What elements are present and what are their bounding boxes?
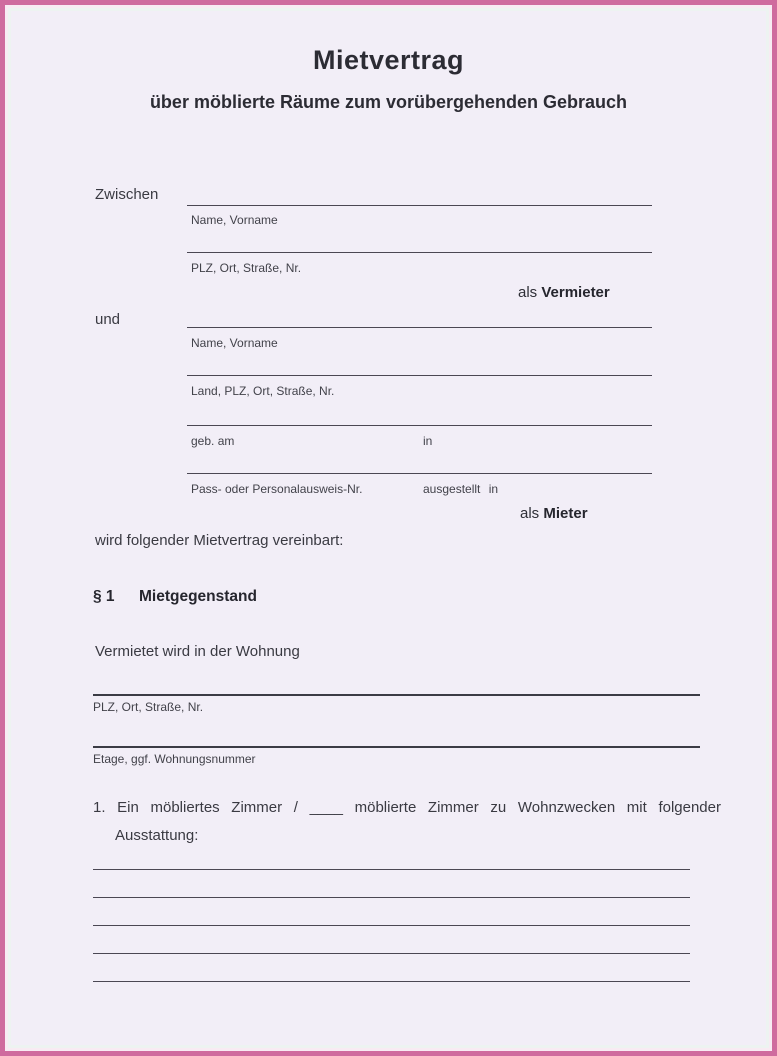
tenant-name-line (187, 327, 652, 328)
equipment-blank-line (93, 981, 690, 982)
tenant-address-caption: Land, PLZ, Ort, Straße, Nr. (191, 384, 335, 398)
apartment-floor-line (93, 746, 700, 748)
tenant-role (520, 505, 588, 522)
tenant-birthdate-caption: geb. am (191, 434, 235, 448)
and-label: und (95, 311, 121, 328)
apartment-floor-caption: Etage, ggf. Wohnungsnummer (93, 752, 256, 766)
equipment-blank-line (93, 953, 690, 954)
tenant-role-name: Mieter (543, 505, 588, 522)
section1-intro: Vermietet wird in der Wohnung (95, 643, 300, 660)
equipment-blank-line (93, 869, 690, 870)
landlord-role-name: Vermieter (541, 284, 610, 301)
tenant-passport-issued-caption: ausgestellt in (423, 482, 499, 496)
tenant-birth-line (187, 425, 652, 426)
tenant-role-prefix: als (520, 505, 540, 522)
apartment-address-line (93, 694, 700, 696)
landlord-name-caption: Name, Vorname (191, 213, 278, 227)
tenant-birthplace-caption: in (423, 434, 433, 448)
section1-number: § 1 (93, 588, 115, 605)
tenant-name-caption: Name, Vorname (191, 336, 278, 350)
equipment-lines (93, 869, 690, 1009)
page-title: Mietvertrag (312, 45, 465, 75)
landlord-address-caption: PLZ, Ort, Straße, Nr. (191, 261, 302, 275)
closing-line: wird folgender Mietvertrag vereinbart: (95, 532, 344, 549)
tenant-address-line (187, 375, 652, 376)
tenant-passport-caption: Pass- oder Personalausweis-Nr. (191, 482, 363, 496)
between-label: Zwischen (95, 186, 159, 203)
landlord-name-line (187, 205, 652, 206)
apartment-address-caption: PLZ, Ort, Straße, Nr. (93, 700, 204, 714)
page-subtitle: über möblierte Räume zum vorübergehenden Gebrauch (149, 92, 628, 112)
tenant-passport-line (187, 473, 652, 474)
landlord-role-prefix: als (518, 284, 538, 301)
landlord-address-line (187, 252, 652, 253)
equipment-blank-line (93, 897, 690, 898)
landlord-role (518, 284, 610, 301)
equipment-blank-line (93, 925, 690, 926)
section1-heading: Mietgegenstand (139, 588, 257, 605)
clause-1-text: 1. Ein möbliertes Zimmer / ____ möblierte Zimmer zu Wohnzwecken mit folgender Ausstattung: (93, 799, 721, 844)
